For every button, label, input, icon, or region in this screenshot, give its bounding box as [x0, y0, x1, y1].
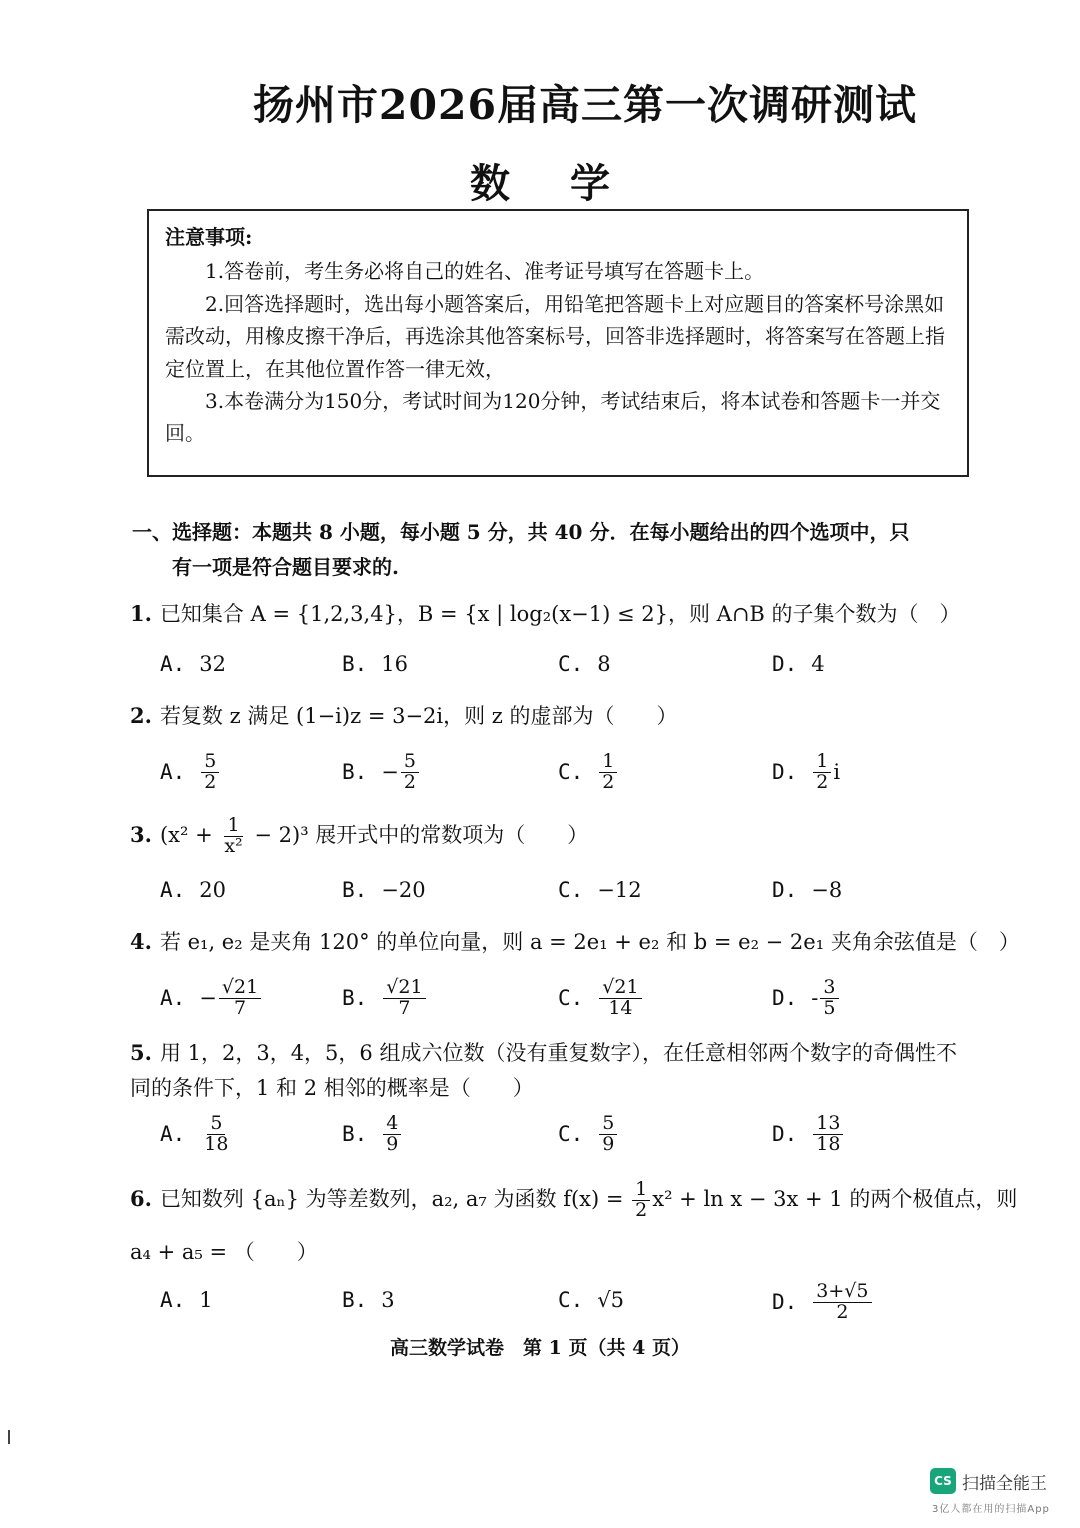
option-letter: A.	[160, 652, 186, 676]
fraction-numerator: 3+√5	[813, 1282, 871, 1303]
fraction-numerator: 13	[813, 1114, 843, 1135]
option-c	[558, 1288, 624, 1312]
fraction-numerator: 5	[201, 752, 219, 773]
notice-item: 1.答卷前，考生务必将自己的姓名、准考证号填写在答题卡上。	[205, 259, 765, 284]
fraction-denominator: 18	[816, 1132, 841, 1155]
question-number: 3.	[130, 821, 152, 847]
notice-item: 3.本卷满分为150分，考试时间为120分钟，考试结束后，将本试卷和答题卡一并交回。	[165, 388, 941, 446]
option-letter: B.	[342, 1288, 368, 1312]
option-c	[558, 652, 611, 676]
option-letter: D.	[772, 760, 798, 785]
question-stem-post: x² + ln x − 3x + 1 的两个极值点，则	[652, 1186, 1018, 1211]
option-letter: D.	[772, 878, 798, 902]
subject-title: 数学	[470, 160, 670, 207]
question-stem-pre: (x² +	[159, 822, 220, 847]
page-footer: 高三数学试卷 第 1 页（共 4 页）	[390, 1337, 690, 1359]
fraction-numerator: 3	[820, 978, 838, 999]
option-fraction	[383, 1114, 401, 1155]
question-number: 6.	[130, 1185, 152, 1211]
option-c	[558, 752, 619, 793]
option-fraction	[599, 752, 617, 793]
option-sign: −	[381, 760, 399, 785]
option-d	[772, 752, 840, 793]
watermark-brand: 扫描全能王	[962, 1473, 1047, 1494]
option-d	[772, 652, 825, 676]
option-letter: B.	[342, 878, 368, 902]
question-3	[130, 816, 588, 857]
option-b	[342, 652, 408, 676]
fraction-denominator: 18	[204, 1132, 229, 1155]
option-letter: D.	[772, 652, 798, 676]
option-fraction	[219, 978, 261, 1019]
option-a	[160, 652, 226, 676]
fraction-denominator: 2	[816, 770, 829, 793]
option-letter: A.	[160, 1288, 186, 1312]
question-stem: 若 e₁, e₂ 是夹角 120° 的单位向量，则 a = 2e₁ + e₂ 和 b = e₂ − 2e₁ 夹角余弦值是（ ）	[159, 930, 1020, 954]
notice-box	[147, 209, 969, 477]
option-text: 8	[597, 652, 611, 676]
fraction-numerator: 1	[224, 816, 242, 837]
question-4	[130, 926, 1020, 956]
option-text: 16	[381, 652, 409, 676]
fraction-numerator: 1	[813, 752, 831, 773]
option-a	[160, 978, 263, 1019]
option-text: 4	[811, 652, 825, 676]
fraction-numerator: 4	[383, 1114, 401, 1135]
option-a	[160, 1288, 213, 1312]
option-letter: C.	[558, 878, 584, 902]
option-fraction	[599, 1114, 617, 1155]
option-fraction	[813, 1282, 871, 1323]
fraction-denominator: 2	[403, 770, 416, 793]
question-number: 4.	[130, 929, 152, 954]
option-b	[342, 878, 426, 902]
option-d	[772, 878, 842, 902]
question-6	[130, 1180, 1017, 1221]
option-text: √5	[597, 1288, 625, 1312]
section-line-2: 有一项是符合题目要求的.	[172, 555, 399, 579]
option-letter: B.	[342, 760, 368, 785]
option-text: −8	[811, 878, 843, 902]
fraction-denominator: 2	[204, 770, 217, 793]
option-letter: C.	[558, 1288, 584, 1312]
fraction-denominator: 2	[635, 1198, 648, 1221]
question-1	[130, 598, 961, 628]
option-letter: D.	[772, 1122, 798, 1147]
stem-fraction	[632, 1180, 650, 1221]
option-sign: −	[199, 986, 217, 1011]
section-line-1: 一、选择题：本题共 8 小题，每小题 5 分，共 40 分．在每小题给出的四个选项中，只	[132, 520, 910, 544]
option-c	[558, 878, 642, 902]
fraction-denominator: x²	[224, 834, 243, 857]
question-number: 5.	[130, 1040, 152, 1065]
question-stem: 已知集合 A = {1,2,3,4}，B = {x | log₂(x−1) ≤ 2}，则 A∩B 的子集个数为（ ）	[159, 602, 961, 626]
option-c	[558, 978, 644, 1019]
option-b	[342, 752, 421, 793]
option-letter: C.	[558, 760, 584, 785]
watermark-tagline: 3亿人都在用的扫描App	[932, 1504, 1050, 1515]
section-heading	[132, 515, 962, 585]
option-c	[558, 1114, 619, 1155]
question-number: 2.	[130, 703, 152, 728]
question-stem-post: − 2)³ 展开式中的常数项为（ ）	[247, 822, 589, 847]
option-text: 32	[199, 652, 227, 676]
option-b	[342, 1288, 395, 1312]
option-a	[160, 752, 221, 793]
fraction-numerator: 1	[599, 752, 617, 773]
option-text: −12	[597, 878, 642, 902]
option-suffix: i	[833, 760, 841, 785]
question-stem-pre: 已知数列 {aₙ} 为等差数列，a₂, a₇ 为函数 f(x) =	[159, 1186, 631, 1211]
option-fraction	[820, 978, 838, 1019]
option-sign: -	[811, 986, 819, 1011]
fraction-numerator: √21	[219, 978, 261, 999]
question-stem-line-2: a₄ + a₅ = （ ）	[130, 1240, 318, 1264]
option-fraction	[383, 978, 425, 1019]
question-stem: 若复数 z 满足 (1−i)z = 3−2i，则 z 的虚部为（ ）	[159, 704, 678, 728]
question-stem: 用 1，2，3，4，5，6 组成六位数（没有重复数字），在任意相邻两个数字的奇偶性不同的条件下，1 和 2 相邻的概率是（ ）	[130, 1041, 957, 1100]
option-letter: C.	[558, 986, 584, 1011]
fraction-numerator: 5	[599, 1114, 617, 1135]
question-2	[130, 700, 678, 730]
fraction-denominator: 14	[608, 996, 633, 1019]
notice-heading: 注意事项:	[165, 225, 253, 249]
notice-item: 2.回答选择题时，选出每小题答案后，用铅笔把答题卡上对应题目的答案杯号涂黑如需改动，用橡皮擦干净后，再选涂其他答案标号，回答非选择题时，将答案写在答题上指定位置上，在其他位置作答一律无效，	[165, 291, 945, 381]
option-text: 1	[199, 1288, 213, 1312]
camscanner-logo-icon: CS	[930, 1468, 956, 1494]
option-fraction	[813, 1114, 843, 1155]
option-a	[160, 1114, 233, 1155]
fraction-numerator: 5	[207, 1114, 225, 1135]
option-letter: C.	[558, 1122, 584, 1147]
fraction-denominator: 2	[602, 770, 615, 793]
fraction-denominator: 5	[823, 996, 836, 1019]
option-fraction	[813, 752, 831, 793]
option-d	[772, 1282, 874, 1323]
fraction-denominator: 9	[386, 1132, 399, 1155]
scanner-watermark	[930, 1468, 1047, 1494]
option-a	[160, 878, 226, 902]
question-number: 1.	[130, 601, 152, 626]
option-letter: A.	[160, 878, 186, 902]
fraction-numerator: √21	[383, 978, 425, 999]
option-text: 20	[199, 878, 227, 902]
fraction-numerator: √21	[599, 978, 641, 999]
page-title: 扬州市2026届高三第一次调研测试	[252, 81, 918, 129]
fraction-denominator: 9	[602, 1132, 615, 1155]
option-letter: A.	[160, 760, 186, 785]
option-letter: A.	[160, 1122, 186, 1147]
option-text: −20	[381, 878, 426, 902]
option-text: 3	[381, 1288, 395, 1312]
fraction-denominator: 7	[398, 996, 411, 1019]
option-letter: B.	[342, 652, 368, 676]
option-b	[342, 1114, 403, 1155]
fraction-denominator: 7	[234, 996, 247, 1019]
stem-fraction	[221, 816, 245, 857]
option-fraction	[201, 1114, 231, 1155]
scan-edge-mark	[8, 1430, 10, 1444]
option-letter: A.	[160, 986, 186, 1011]
option-fraction	[401, 752, 419, 793]
option-letter: D.	[772, 1290, 798, 1315]
option-d	[772, 978, 841, 1019]
option-fraction	[599, 978, 641, 1019]
fraction-numerator: 1	[632, 1180, 650, 1201]
option-letter: B.	[342, 1122, 368, 1147]
option-fraction	[201, 752, 219, 793]
option-letter: D.	[772, 986, 798, 1011]
fraction-numerator: 5	[401, 752, 419, 773]
option-d	[772, 1114, 845, 1155]
option-letter: B.	[342, 986, 368, 1011]
option-letter: C.	[558, 652, 584, 676]
question-6-line-2	[130, 1236, 318, 1266]
question-5	[130, 1036, 960, 1105]
fraction-denominator: 2	[836, 1300, 849, 1323]
option-b	[342, 978, 428, 1019]
